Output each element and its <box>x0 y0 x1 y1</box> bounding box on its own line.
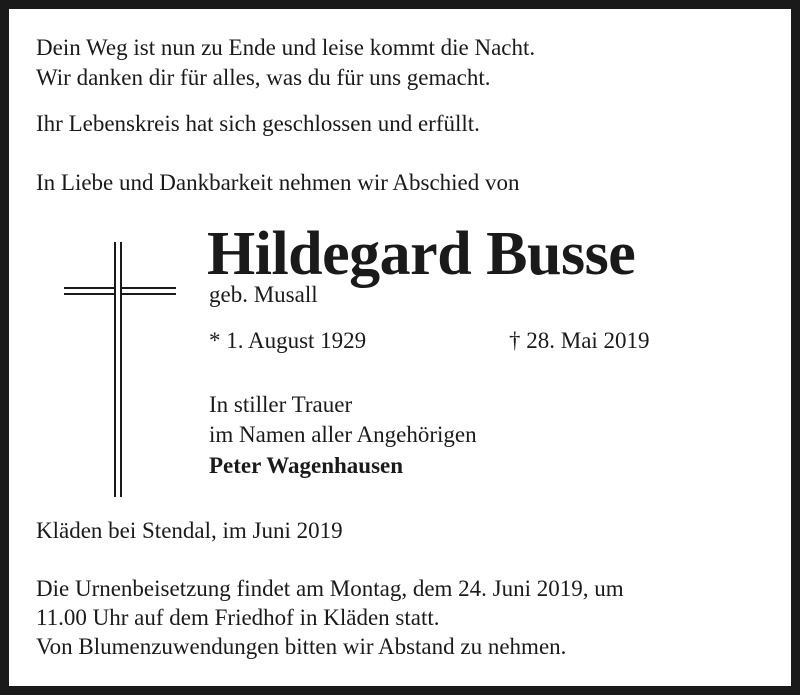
mourners-line-1: In stiller Trauer <box>209 392 353 417</box>
mourners-line-2: im Namen aller Angehörigen <box>209 422 477 447</box>
birth-date: * 1. August 1929 <box>209 328 367 353</box>
poem-line-1: Dein Weg ist nun zu Ende und leise kommt die Nacht. <box>36 35 536 60</box>
deceased-name: Hildegard Busse <box>207 220 636 288</box>
poem-line-3: Ihr Lebenskreis hat sich geschlossen und erfüllt. <box>36 111 480 136</box>
cross-icon <box>64 242 176 497</box>
mourner-name: Peter Wagenhausen <box>209 453 404 478</box>
death-date: † 28. Mai 2019 <box>509 328 650 353</box>
intro-text: In Liebe und Dankbarkeit nehmen wir Abschied von <box>36 170 520 195</box>
notice-line-3: Von Blumenzuwendungen bitten wir Abstand zu nehmen. <box>36 634 567 659</box>
notice-line-1: Die Urnenbeisetzung findet am Montag, dem 24. Juni 2019, um <box>36 576 624 601</box>
poem-line-2: Wir danken dir für alles, was du für uns gemacht. <box>36 65 491 90</box>
notice-line-2: 11.00 Uhr auf dem Friedhof in Kläden statt. <box>36 605 440 630</box>
maiden-name: geb. Musall <box>209 282 318 307</box>
place-and-date: Kläden bei Stendal, im Juni 2019 <box>36 518 343 543</box>
